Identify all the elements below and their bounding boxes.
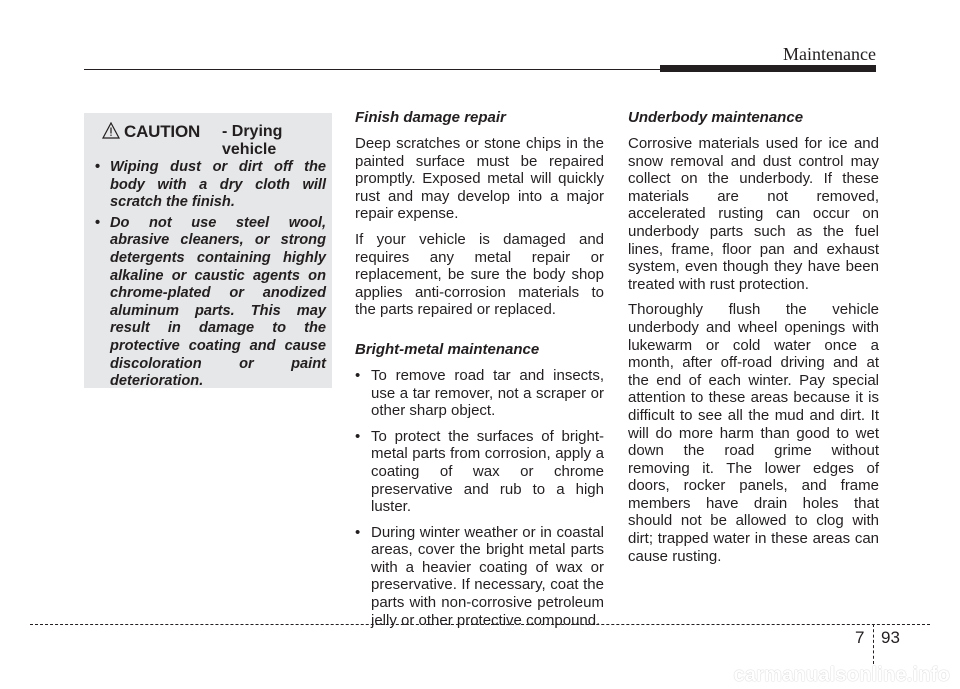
right-column bbox=[628, 109, 879, 573]
section-spacer bbox=[355, 327, 604, 341]
caution-item: • Do not use steel wool, abrasive cleaners, or strong detergents containing highly alkaline or caustic agents on chrome-plated or anodized aluminum parts. This may result in damage to the protective coating and cause discoloration or paint deterioration. bbox=[94, 215, 326, 391]
warning-triangle-icon bbox=[102, 122, 120, 139]
caution-list bbox=[94, 159, 326, 394]
caution-subtitle: - Drying bbox=[222, 123, 283, 140]
footer-rule bbox=[30, 624, 930, 625]
caution-word: CAUTION bbox=[124, 122, 201, 141]
header-rule bbox=[84, 69, 660, 70]
page-number: 93 bbox=[881, 628, 900, 647]
finish-damage-paragraph: Deep scratches or stone chips in the painted surface must be repaired promptly. Exposed metal will quickly rust and may develop into a major repair expense. bbox=[355, 135, 604, 223]
watermark: carmanualsonline.info bbox=[733, 664, 950, 686]
bright-metal-heading: Bright-metal maintenance bbox=[355, 340, 540, 358]
section-title: Maintenance bbox=[783, 44, 876, 64]
finish-damage-heading: Finish damage repair bbox=[355, 109, 506, 126]
underbody-heading: Underbody maintenance bbox=[628, 109, 804, 126]
header-rule-thick bbox=[660, 65, 876, 72]
page-divider bbox=[873, 624, 874, 664]
underbody-paragraph: Corrosive materials used for ice and snow removal and dust control may collect on the underbody. If these materials are not removed, accelerated rusting can occur on underbody parts such as the fuel lines, frame, floor pan and exhaust system, even though they have been treated with rust protection. bbox=[628, 135, 879, 293]
caution-item: • Wiping dust or dirt off the body with a dry cloth will scratch the finish. bbox=[94, 159, 326, 212]
bright-metal-item: • During winter weather or in coastal areas, cover the bright metal parts with a heavier coating of wax or preservative. If necessary, coat the parts with non-corrosive petroleum jelly or other protective compound. bbox=[355, 524, 604, 630]
middle-column bbox=[355, 109, 604, 637]
underbody-paragraph: Thoroughly flush the vehicle underbody and wheel openings with lukewarm or cold water once a month, after off-road driving and at the end of each winter. Pay special attention to these areas because it is difficult to see all the mud and dirt. It will do more harm than good to wet down the road grime without removing it. The lower edges of doors, rocker panels, and frame members have drain holes that should not be allowed to clog with dirt; trapped water in these areas can cause rusting. bbox=[628, 301, 879, 565]
finish-damage-paragraph: If your vehicle is damaged and requires any metal repair or replacement, be sure the body shop applies anti-corrosion materials to the parts repaired or replaced. bbox=[355, 230, 604, 319]
caution-box bbox=[84, 113, 332, 388]
chapter-number: 7 bbox=[855, 628, 865, 647]
caution-subtitle-line2: vehicle bbox=[222, 141, 277, 158]
bright-metal-list bbox=[355, 367, 604, 629]
bright-metal-item: • To protect the surfaces of bright-metal parts from corrosion, apply a coating of wax or chrome preservative and rub to a high luster. bbox=[355, 428, 604, 516]
bright-metal-item: • To remove road tar and insects, use a tar remover, not a scraper or other sharp object. bbox=[355, 367, 604, 420]
